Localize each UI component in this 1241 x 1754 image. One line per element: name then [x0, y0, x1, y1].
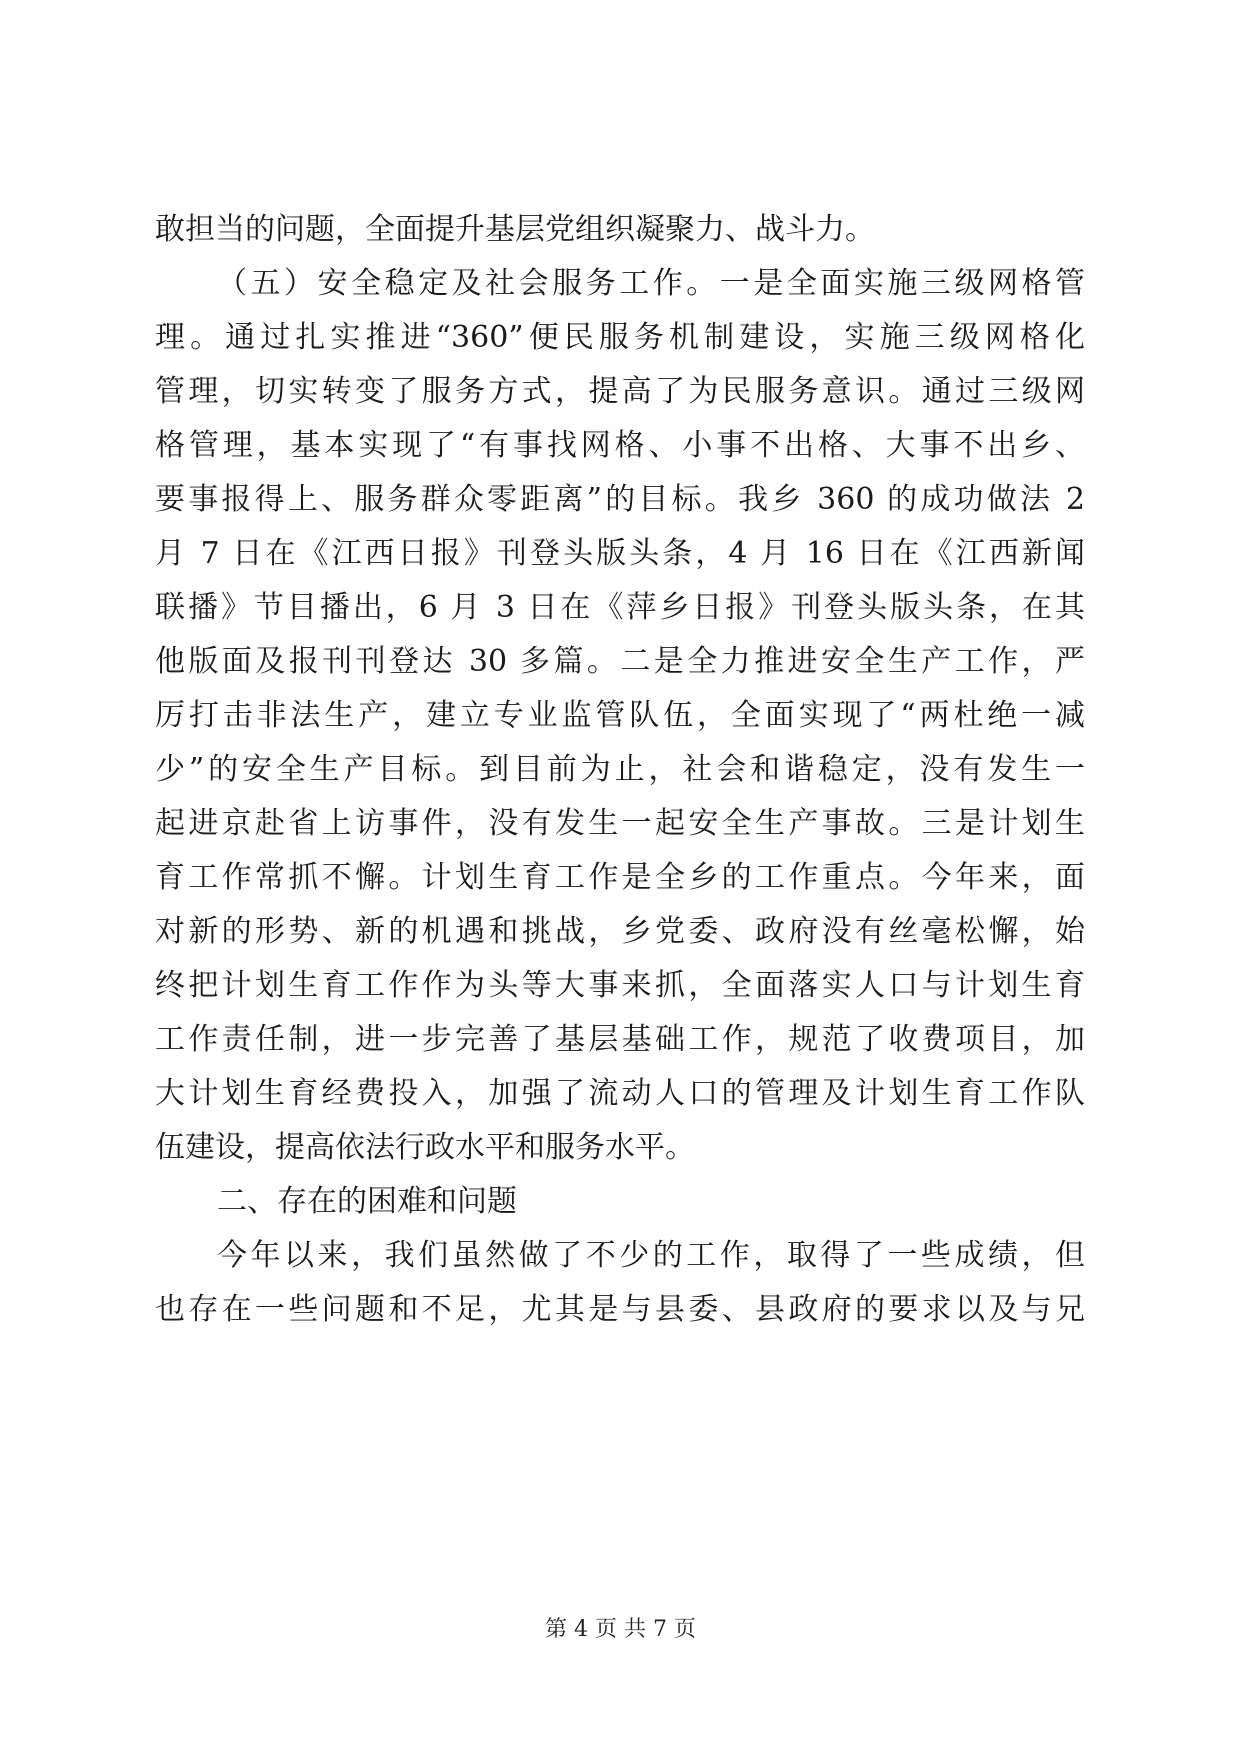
text-line: 终把计划生育工作作为头等大事来抓，全面落实人口与计划生育	[155, 968, 1085, 1003]
text-line: 今年以来，我们虽然做了不少的工作，取得了一些成绩，但	[217, 1238, 1085, 1273]
text-line: 理。通过扎实推进“360”便民服务机制建设，实施三级网格化	[155, 320, 1085, 355]
text-line: 他版面及报刊刊登达 30 多篇。二是全力推进安全生产工作，严	[155, 644, 1085, 679]
text-line: 月 7 日在《江西日报》刊登头版头条，4 月 16 日在《江西新闻	[155, 536, 1085, 571]
text-line: 厉打击非法生产，建立专业监管队伍，全面实现了“两杜绝一减	[155, 698, 1085, 733]
text-line: （五）安全稳定及社会服务工作。一是全面实施三级网格管	[217, 266, 1085, 301]
body-text	[155, 203, 1085, 1337]
text-line: 要事报得上、服务群众零距离”的目标。我乡 360 的成功做法 2	[155, 482, 1085, 517]
text-line: 大计划生育经费投入，加强了流动人口的管理及计划生育工作队	[155, 1076, 1085, 1111]
text-line: 工作责任制，进一步完善了基层基础工作，规范了收费项目，加	[155, 1022, 1085, 1057]
text-line: 少”的安全生产目标。到目前为止，社会和谐稳定，没有发生一	[155, 752, 1085, 787]
text-line: 联播》节目播出，6 月 3 日在《萍乡日报》刊登头版头条，在其	[155, 590, 1085, 625]
text-line: 敢担当的问题，全面提升基层党组织凝聚力、战斗力。	[155, 212, 875, 247]
text-line: 对新的形势、新的机遇和挑战，乡党委、政府没有丝毫松懈，始	[155, 914, 1085, 949]
text-line: 育工作常抓不懈。计划生育工作是全乡的工作重点。今年来，面	[155, 860, 1085, 895]
section-heading: 二、存在的困难和问题	[217, 1184, 517, 1219]
text-line: 也存在一些问题和不足，尤其是与县委、县政府的要求以及与兄	[155, 1292, 1085, 1327]
text-line: 格管理，基本实现了“有事找网格、小事不出格、大事不出乡、	[155, 428, 1085, 463]
text-line: 管理，切实转变了服务方式，提高了为民服务意识。通过三级网	[155, 374, 1085, 409]
page-number-footer: 第 4 页 共 7 页	[545, 1617, 696, 1642]
text-line: 起进京赴省上访事件，没有发生一起安全生产事故。三是计划生	[155, 806, 1085, 841]
text-line: 伍建设，提高依法行政水平和服务水平。	[155, 1130, 695, 1165]
